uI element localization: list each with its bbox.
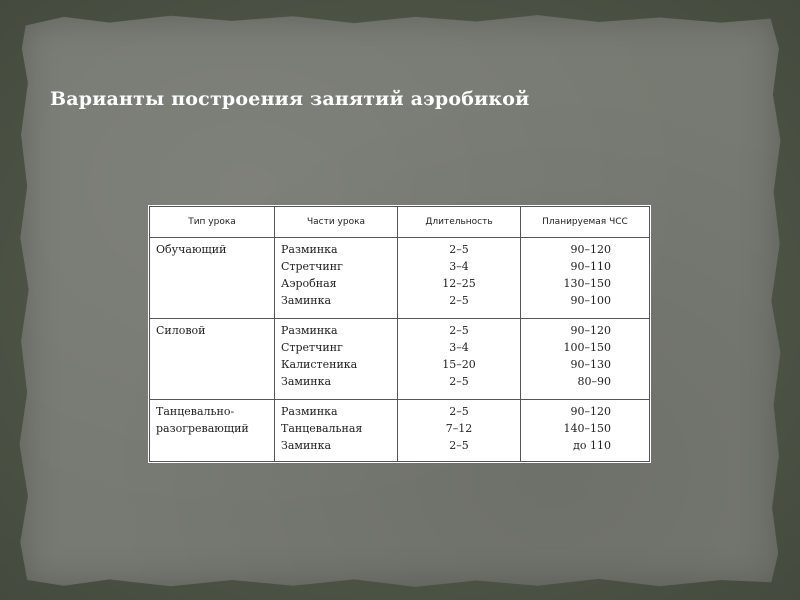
part-name: Заминка bbox=[281, 438, 332, 452]
part-name: Танцевальная bbox=[281, 421, 363, 435]
part-name: Стретчинг bbox=[281, 260, 343, 273]
hr-value: 100–150 bbox=[563, 340, 611, 354]
hr-value: до 110 bbox=[573, 438, 611, 452]
slide-title: Варианты построения занятий аэробикой bbox=[50, 88, 530, 110]
hr-value: 80–90 bbox=[577, 374, 611, 388]
header-duration: Длительность bbox=[398, 207, 521, 238]
part-name: Заминка bbox=[281, 374, 332, 388]
lesson-plan-table bbox=[149, 206, 650, 462]
table-row bbox=[150, 399, 650, 461]
duration-value: 2–5 bbox=[449, 294, 469, 307]
hr-value: 130–150 bbox=[563, 277, 611, 290]
duration-value: 12–25 bbox=[442, 277, 476, 290]
duration-cell bbox=[398, 399, 521, 461]
duration-value: 3–4 bbox=[449, 260, 469, 273]
lesson-type-line: Танцевально- bbox=[156, 404, 235, 418]
lesson-type-line: разогревающий bbox=[156, 421, 249, 435]
header-planned-hr: Планируемая ЧСС bbox=[521, 207, 650, 238]
duration-value: 7–12 bbox=[445, 421, 473, 435]
part-name: Стретчинг bbox=[281, 340, 343, 354]
duration-value: 2–5 bbox=[449, 374, 469, 388]
header-lesson-type: Тип урока bbox=[150, 207, 275, 238]
table-header-row bbox=[150, 207, 650, 238]
duration-cell bbox=[398, 318, 521, 399]
lesson-type: Силовой bbox=[156, 323, 206, 337]
duration-cell bbox=[398, 238, 521, 319]
part-name: Разминка bbox=[281, 404, 338, 418]
duration-value: 3–4 bbox=[449, 340, 469, 354]
hr-value: 90–120 bbox=[570, 323, 611, 337]
duration-value: 2–5 bbox=[449, 243, 469, 256]
lesson-type-cell bbox=[150, 318, 275, 399]
table-row bbox=[150, 318, 650, 399]
hr-value: 90–110 bbox=[570, 260, 611, 273]
header-lesson-parts: Части урока bbox=[275, 207, 398, 238]
duration-value: 2–5 bbox=[449, 323, 469, 337]
part-name: Разминка bbox=[281, 323, 338, 337]
planned-hr-cell bbox=[521, 238, 650, 319]
planned-hr-cell bbox=[521, 399, 650, 461]
part-name: Аэробная bbox=[281, 277, 337, 290]
lesson-type: Обучающий bbox=[156, 243, 227, 256]
lesson-parts-cell bbox=[275, 318, 398, 399]
hr-value: 90–130 bbox=[570, 357, 611, 371]
duration-value: 2–5 bbox=[449, 404, 469, 418]
duration-value: 15–20 bbox=[442, 357, 476, 371]
part-name: Разминка bbox=[281, 243, 338, 256]
hr-value: 90–100 bbox=[570, 294, 611, 307]
hr-value: 90–120 bbox=[570, 243, 611, 256]
hr-value: 90–120 bbox=[570, 404, 611, 418]
lesson-type-cell bbox=[150, 399, 275, 461]
lesson-parts-cell bbox=[275, 399, 398, 461]
planned-hr-cell bbox=[521, 318, 650, 399]
table-container bbox=[148, 205, 651, 463]
lesson-type-cell bbox=[150, 238, 275, 319]
part-name: Заминка bbox=[281, 294, 332, 307]
table-row bbox=[150, 238, 650, 319]
duration-value: 2–5 bbox=[449, 438, 469, 452]
lesson-parts-cell bbox=[275, 238, 398, 319]
hr-value: 140–150 bbox=[563, 421, 611, 435]
part-name: Калистеника bbox=[281, 357, 358, 371]
